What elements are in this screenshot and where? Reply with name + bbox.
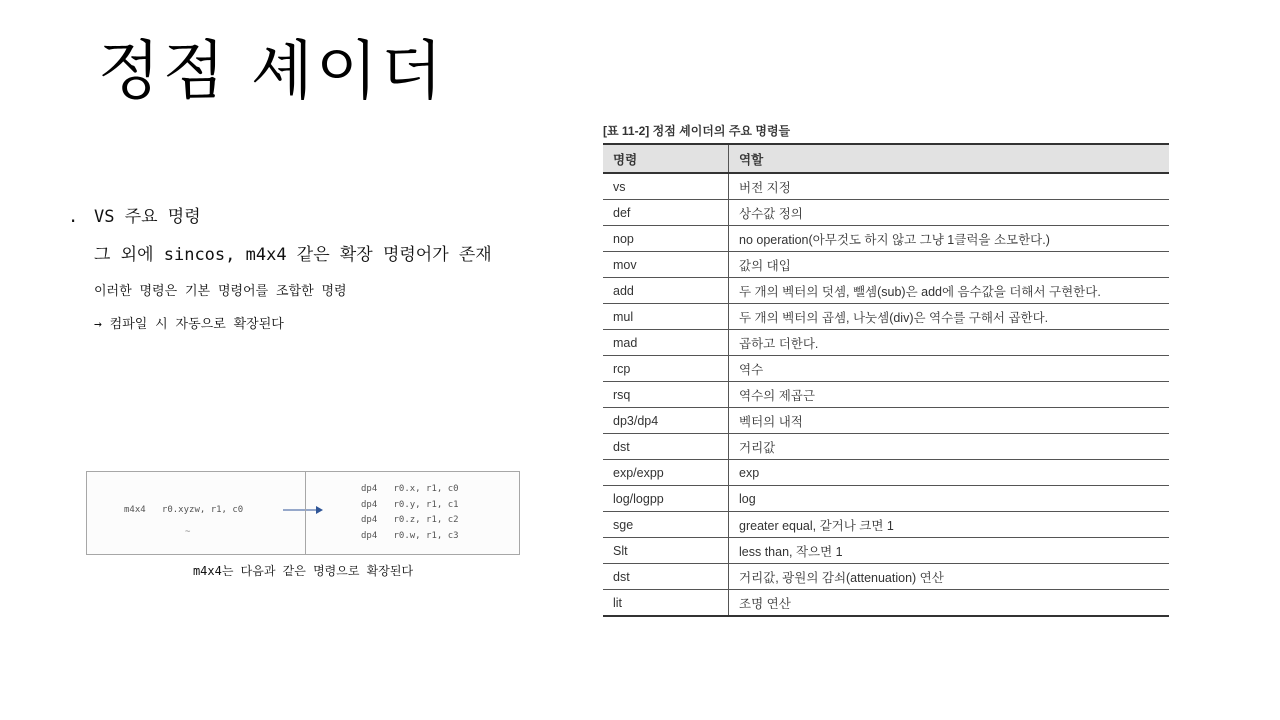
bullet-line-3: → 컴파일 시 자동으로 확장된다	[94, 317, 284, 332]
role-cell: 두 개의 벡터의 곱셈, 나눗셈(div)은 역수를 구해서 곱한다.	[729, 304, 1170, 330]
role-cell: less than, 작으면 1	[729, 538, 1170, 564]
code-expanded-line: dp4 r0.x, r1, c0	[361, 484, 459, 494]
role-cell: 거리값, 광원의 감쇠(attenuation) 연산	[729, 564, 1170, 590]
role-cell: 값의 대입	[729, 252, 1170, 278]
command-cell: Slt	[603, 538, 729, 564]
command-cell: add	[603, 278, 729, 304]
bullet-line-2: 이러한 명령은 기본 명령어를 조합한 명령	[94, 284, 347, 299]
code-expanded-block	[361, 482, 459, 544]
table-row	[603, 564, 1169, 590]
bullet-marker: .	[68, 207, 79, 227]
role-cell: 벡터의 내적	[729, 408, 1170, 434]
role-cell: 곱하고 더한다.	[729, 330, 1170, 356]
role-cell: log	[729, 486, 1170, 512]
command-cell: vs	[603, 173, 729, 200]
table-header-row	[603, 144, 1169, 173]
table-row	[603, 356, 1169, 382]
command-cell: log/logpp	[603, 486, 729, 512]
command-cell: exp/expp	[603, 460, 729, 486]
column-header-command: 명령	[603, 144, 729, 173]
role-cell: no operation(아무것도 하지 않고 그냥 1클럭을 소모한다.)	[729, 226, 1170, 252]
command-cell: mad	[603, 330, 729, 356]
command-cell: def	[603, 200, 729, 226]
command-cell: rcp	[603, 356, 729, 382]
table-row	[603, 278, 1169, 304]
code-caption: m4x4는 다음과 같은 명령으로 확장된다	[192, 564, 414, 578]
table-row	[603, 252, 1169, 278]
code-expanded-line: dp4 r0.w, r1, c3	[361, 530, 459, 541]
bullet-line-1: 그 외에 sincos, m4x4 같은 확장 명령어가 존재	[94, 245, 492, 265]
command-cell: nop	[603, 226, 729, 252]
command-cell: dp3/dp4	[603, 408, 729, 434]
role-cell: 버전 지정	[729, 173, 1170, 200]
table-row	[603, 486, 1169, 512]
table-row	[603, 538, 1169, 564]
role-cell: 두 개의 벡터의 덧셈, 뺄셈(sub)은 add에 음수값을 더해서 구현한다.	[729, 278, 1170, 304]
command-cell: rsq	[603, 382, 729, 408]
code-tilde: ~	[185, 527, 191, 537]
command-cell: dst	[603, 564, 729, 590]
role-cell: 역수	[729, 356, 1170, 382]
command-cell: sge	[603, 512, 729, 538]
code-example-figure	[86, 471, 520, 555]
bullet-heading-text: VS 주요 명령	[94, 207, 201, 227]
role-cell: greater equal, 같거나 크면 1	[729, 512, 1170, 538]
table-row	[603, 200, 1169, 226]
table-row	[603, 408, 1169, 434]
bullet-heading	[68, 202, 201, 227]
code-divider	[305, 472, 306, 554]
table-row	[603, 512, 1169, 538]
command-cell: lit	[603, 590, 729, 617]
role-cell: 거리값	[729, 434, 1170, 460]
column-header-role: 역할	[739, 152, 764, 167]
command-table	[603, 143, 1169, 617]
table-row	[603, 382, 1169, 408]
command-cell: mul	[603, 304, 729, 330]
table-row	[603, 226, 1169, 252]
code-expanded-line: dp4 r0.y, r1, c1	[361, 499, 459, 510]
role-cell: exp	[729, 460, 1170, 486]
table-row	[603, 590, 1169, 617]
slide-title: 정점 셰이더	[98, 35, 446, 109]
table-caption: [표 11-2] 정점 셰이더의 주요 명령들	[603, 124, 791, 138]
command-cell: dst	[603, 434, 729, 460]
code-expanded-line: dp4 r0.z, r1, c2	[361, 515, 459, 525]
table-row	[603, 434, 1169, 460]
role-cell: 상수값 정의	[729, 200, 1170, 226]
code-source-line: m4x4 r0.xyzw, r1, c0	[124, 505, 244, 515]
table-row	[603, 173, 1169, 200]
table-row	[603, 460, 1169, 486]
table-row	[603, 330, 1169, 356]
right-arrow-icon	[283, 504, 323, 516]
table-row	[603, 304, 1169, 330]
role-cell: 역수의 제곱근	[729, 382, 1170, 408]
role-cell: 조명 연산	[729, 590, 1170, 617]
command-cell: mov	[603, 252, 729, 278]
